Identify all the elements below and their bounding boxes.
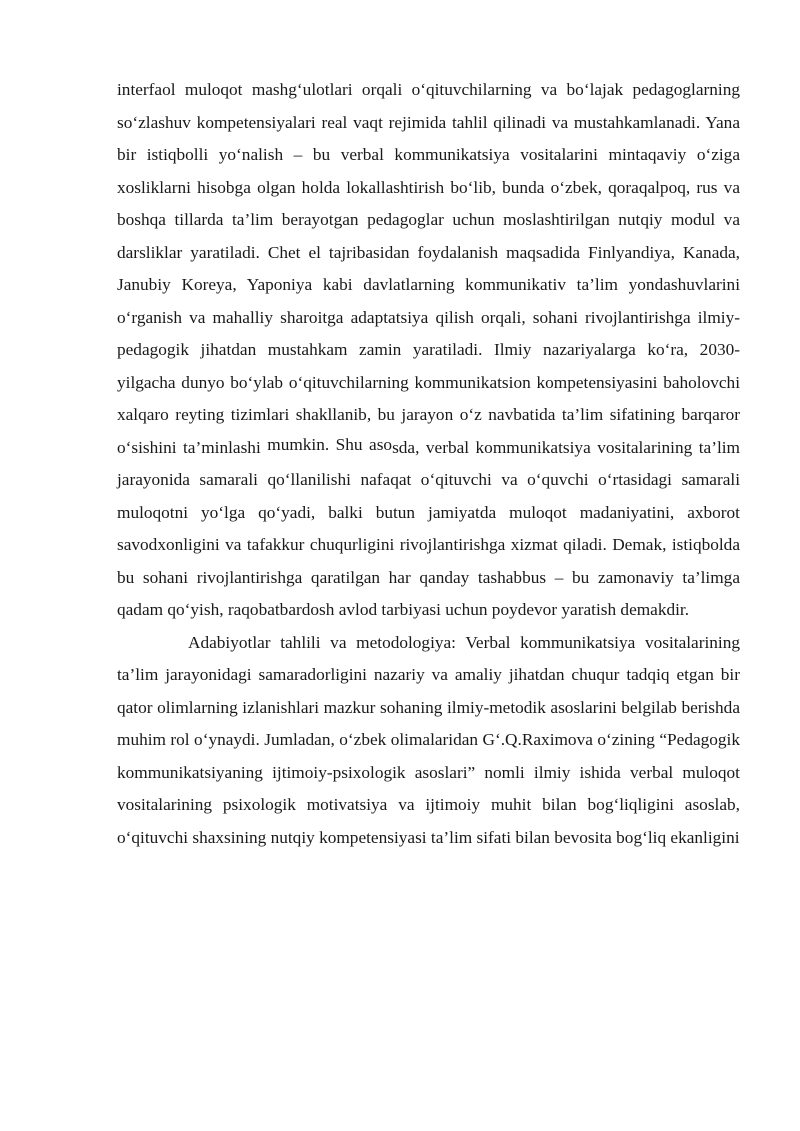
body-paragraph-2: [117, 627, 740, 855]
paragraph-1-raised-fragment: mumkin. Shu aso: [267, 434, 393, 454]
document-page: [117, 74, 740, 854]
paragraph-1-text: interfaol muloqot mashg‘ulotlari orqali o‘qituvchilarning va bo‘lajak pedagoglarning so‘zlashuv kompetensiyalari real vaqt rejimida tahlil qilinadi va mustahkamlanadi. Yana bir istiqbolli yo‘nalish – bu verbal kommunikatsiya vositalarini mintaqaviy o‘ziga xosliklarni hisobga olgan holda lokallashtirish bo‘lib, bunda o‘zbek, qoraqalpoq, rus va boshqa tillarda ta’lim berayotgan pedagoglar uchun moslashtirilgan nutqiy modul va darsliklar yaratiladi. Chet el tajribasidan foydalanish maqsadida Finlyandiya, Kanada, Janubiy Koreya, Yaponiya kabi davlatlarning kommunikativ ta’lim yondashuvlarini o‘rganish va mahalliy sharoitga adaptatsiya qilish orqali, sohani rivojlantirishga ilmiy-pedagogik jihatdan mustahkam zamin yaratiladi. Ilmiy nazariyalarga ko‘ra, 2030-yilgacha dunyo bo‘ylab o‘qituvchilarning kommunikatsion kompetensiyasini baholovchi xalqaro reyting tizimlari shakllanib, bu jarayon o‘z navbatida ta’lim sifatining barqaror o‘sishini ta’minlashi: [117, 80, 740, 457]
body-paragraph-1: [117, 74, 740, 627]
paragraph-2-text: Adabiyotlar tahlili va metodologiya: Verbal kommunikatsiya vositalarining ta’lim jarayonidagi samaradorligini nazariy va amaliy jihatdan chuqur tadqiq etgan bir qator olimlarning izlanishlari mazkur sohaning ilmiy-metodik asoslarini belgilab berishda muhim rol o‘ynaydi. Jumladan, o‘zbek olimalaridan G‘.Q.Raximova o‘zining “Pedagogik kommunikatsiyaning ijtimoiy-psixologik asoslari” nomli ilmiy ishida verbal muloqot vositalarining psixologik motivatsiya va ijtimoiy muhit bilan bog‘liqligini asoslab, o‘qituvchi shaxsining nutqiy kompetensiyasi ta’lim sifati bilan bevosita bog‘liq ekanligini: [117, 632, 740, 847]
paragraph-1-text-continued: sda, verbal kommunikatsiya vositalarining ta’lim jarayonida samarali qo‘llanilishi nafaqat o‘qituvchi va o‘quvchi o‘rtasidagi samarali muloqotni yo‘lga qo‘yadi, balki butun jamiyatda muloqot madaniyatini, axborot savodxonligini va tafakkur chuqurligini rivojlantirishga xizmat qiladi. Demak, istiqbolda bu sohani rivojlantirishga qaratilgan har qanday tashabbus – bu zamonaviy ta’limga qadam qo‘yish, raqobatbardosh avlod tarbiyasi uchun poydevor yaratish demakdir.: [117, 437, 740, 619]
